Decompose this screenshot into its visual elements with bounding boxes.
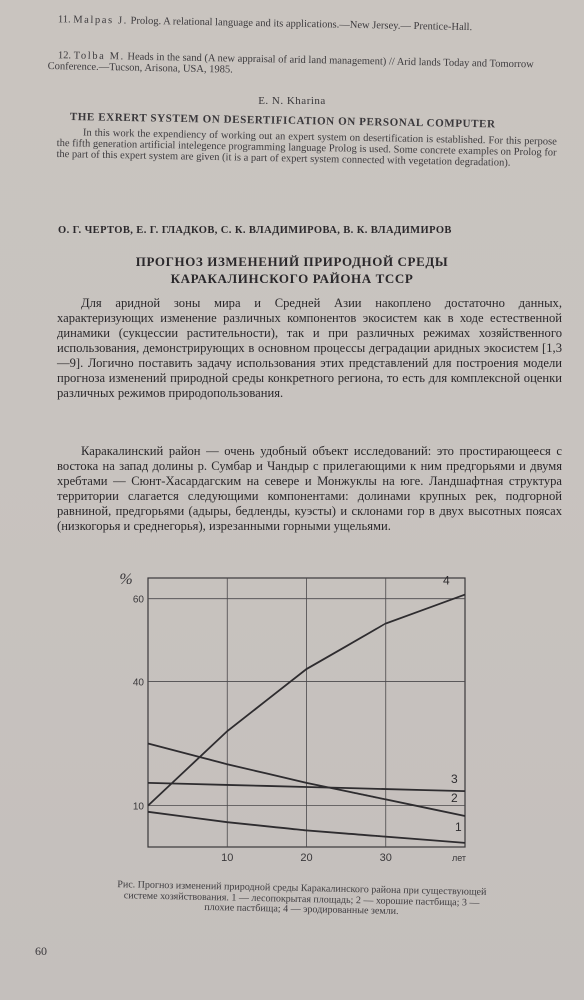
reference-11 — [48, 14, 556, 35]
ru-title-line1: ПРОГНОЗ ИЗМЕНЕНИЙ ПРИРОДНОЙ СРЕДЫ — [135, 254, 449, 269]
reference-12 — [48, 50, 556, 82]
en-author: E. N. Kharina — [258, 95, 326, 107]
ref-number: 12. — [57, 50, 72, 62]
ru-authors: О. Г. ЧЕРТОВ, Е. Г. ГЛАДКОВ, С. К. ВЛАДИМИРОВА, В. К. ВЛАДИМИРОВ — [58, 225, 452, 236]
x-tick-label: 20 — [300, 852, 313, 864]
ru-title-line2: КАРАКАЛИНСКОГО РАЙОНА ТССР — [170, 271, 414, 286]
chart-svg — [108, 560, 488, 870]
ref-author: Tolba M. — [73, 50, 125, 63]
x-tick-label: 30 — [379, 852, 392, 864]
forecast-chart — [108, 560, 488, 870]
ref-text: Heads in the sand (A new appraisal of arid land management) // Arid lands Today and Tomorrow Conference.—Tucson, Arisona, USA, 1985. — [47, 51, 534, 76]
x-tick-label: 10 — [221, 852, 234, 864]
en-abstract: In this work the expendiency of working out an expert system on desertification is established. For this perpose the fifth generation artificial intelegence programming language Prolog is used. Some concrete examples on Prolog for the part of this expert system are given (it is a part of expert system connected with vegetation degradation). — [56, 127, 557, 169]
series-label-2: 2 — [451, 790, 458, 805]
page-number: 60 — [35, 944, 47, 958]
x-axis-label: лет — [451, 853, 467, 863]
ref-number: 11. — [57, 14, 71, 26]
ref-author: Malpas J. — [73, 14, 129, 27]
y-tick-label: 10 — [132, 801, 144, 813]
series-label-3: 3 — [451, 772, 458, 787]
series-label-1: 1 — [455, 819, 462, 834]
y-tick-label: 40 — [132, 677, 144, 689]
series-label-4: 4 — [443, 573, 450, 588]
y-tick-label: 60 — [132, 594, 144, 606]
en-title: THE EXRERT SYSTEM ON DESERTIFICATION ON PERSONAL COMPUTER — [69, 111, 496, 131]
paragraph-2: Каракалинский район — очень удобный объект исследований: это простирающееся с востока на запад долины р. Сумбар и Чандыр с прилегающими к ним предгорьями и двумя хребтами — Сюнт-Хасардагским на севере и Монжуклы на юге. Ландшафтная структура территории слагается следующими компонентами: долинами крупных рек, подгорной равниной, предгорьями (адыры, бедленды, куэсты) и склонами гор в двух высотных поясах (низкогорья и среднегорья), изрезанными горными ущельями. — [57, 444, 562, 533]
y-axis-label: % — [119, 571, 133, 588]
figure-caption: Рис. Прогноз изменений природной среды Каракалинского района при существующей системе хозяйствования. 1 — лесопокрытая площадь; 2 — хорошие пастбища; 3 — плохие пастбища; 4 — эродированные земли. — [117, 879, 487, 918]
paragraph-1: Для аридной зоны мира и Средней Азии накоплено достаточно данных, характеризующих изменение различных компонентов экосистем как в ходе естественной динамики (сукцессии растительности), так и при различных режимах хозяйственного использования, демонстрирующих в основном процессы деградации аридных экосистем [1,3—9]. Логично поставить задачу использования этих представлений для построения модели прогноза изменений природной среды конкретного региона, то есть для комплексной оценки различных режимов природопользования. — [57, 296, 562, 400]
ref-text: Prolog. A relational language and its applications.—New Jersey.— Prentice-Hall. — [127, 15, 473, 34]
